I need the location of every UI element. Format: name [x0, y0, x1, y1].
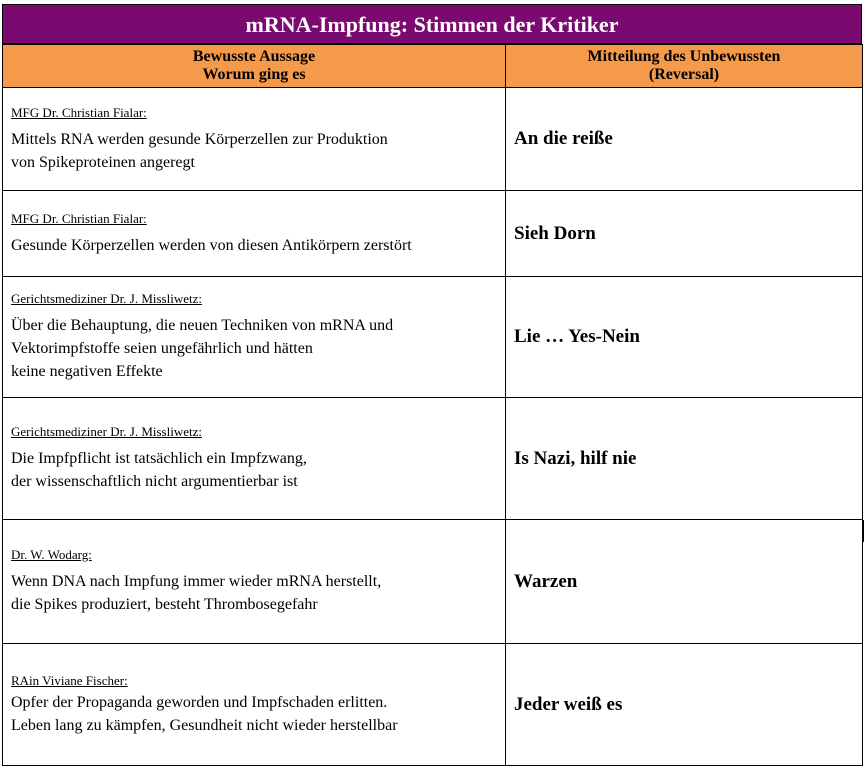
statement-text — [11, 570, 505, 616]
table-row — [3, 191, 863, 277]
table-row — [3, 398, 863, 520]
header-conscious-statement — [3, 45, 506, 88]
header-left-line: Bewusste Aussage — [192, 48, 316, 65]
statement-cell — [3, 520, 506, 644]
table-row — [3, 644, 863, 766]
table-title: mRNA-Impfung: Stimmen der Kritiker — [2, 4, 862, 44]
reversal-cell: An die reiße — [506, 88, 863, 191]
statement-line: Über die Behauptung, die neuen Techniken von mRNA und — [11, 317, 394, 334]
header-right-line: (Reversal) — [648, 66, 720, 83]
text-cursor-mark — [863, 520, 864, 542]
speaker-label: Gerichtsmediziner Dr. J. Missliwetz: — [11, 424, 202, 439]
statement-line: Gesunde Körperzellen werden von diesen Antikörpern zerstört — [11, 236, 412, 254]
statement-line: Mittels RNA werden gesunde Körperzellen zur Produktion — [11, 130, 388, 148]
speaker-label: Dr. W. Wodarg: — [11, 547, 92, 562]
header-left-line: Worum ging es — [202, 66, 306, 83]
header-row — [3, 45, 863, 88]
statement-cell — [3, 277, 506, 398]
reversal-cell: Lie … Yes-Nein — [506, 277, 863, 398]
table-row — [3, 277, 863, 398]
reversal-cell: Sieh Dorn — [506, 191, 863, 277]
reversal-cell: Is Nazi, hilf nie — [506, 398, 863, 520]
statement-cell — [3, 398, 506, 520]
speaker-label: RAin Viviane Fischer: — [11, 672, 128, 688]
statement-line: Opfer der Propaganda geworden und Impfschaden erlitten. — [11, 693, 388, 711]
critics-table-container — [2, 4, 862, 766]
table-row — [3, 520, 863, 644]
statement-line: keine negativen Effekte — [11, 363, 163, 380]
statement-line: von Spikeproteinen angeregt — [11, 153, 195, 171]
statement-line: die Spikes produziert, besteht Thrombosegefahr — [11, 596, 318, 613]
statement-line: Wenn DNA nach Impfung immer wieder mRNA herstellt, — [11, 573, 382, 590]
statement-text — [11, 234, 505, 257]
critics-table — [2, 44, 863, 766]
reversal-cell: Jeder weiß es — [506, 644, 863, 766]
statement-cell — [3, 644, 506, 766]
statement-text — [11, 314, 505, 383]
header-reversal — [506, 45, 863, 88]
statement-line: Leben lang zu kämpfen, Gesundheit nicht wieder herstellbar — [11, 716, 398, 734]
statement-text — [11, 447, 505, 493]
table-row — [3, 88, 863, 191]
speaker-label: MFG Dr. Christian Fialar: — [11, 210, 147, 226]
speaker-label: Gerichtsmediziner Dr. J. Missliwetz: — [11, 291, 202, 306]
statement-cell — [3, 88, 506, 191]
statement-text — [11, 691, 505, 737]
statement-line: Vektorimpfstoffe seien ungefährlich und hätten — [11, 340, 313, 357]
header-right-line: Mitteilung des Unbewussten — [587, 48, 781, 65]
statement-line: Die Impfpflicht ist tatsächlich ein Impfzwang, — [11, 450, 307, 467]
reversal-cell: Warzen — [506, 520, 863, 644]
statement-cell — [3, 191, 506, 277]
statement-line: der wissenschaftlich nicht argumentierbar ist — [11, 473, 298, 490]
speaker-label: MFG Dr. Christian Fialar: — [11, 104, 147, 120]
statement-text — [11, 128, 505, 174]
